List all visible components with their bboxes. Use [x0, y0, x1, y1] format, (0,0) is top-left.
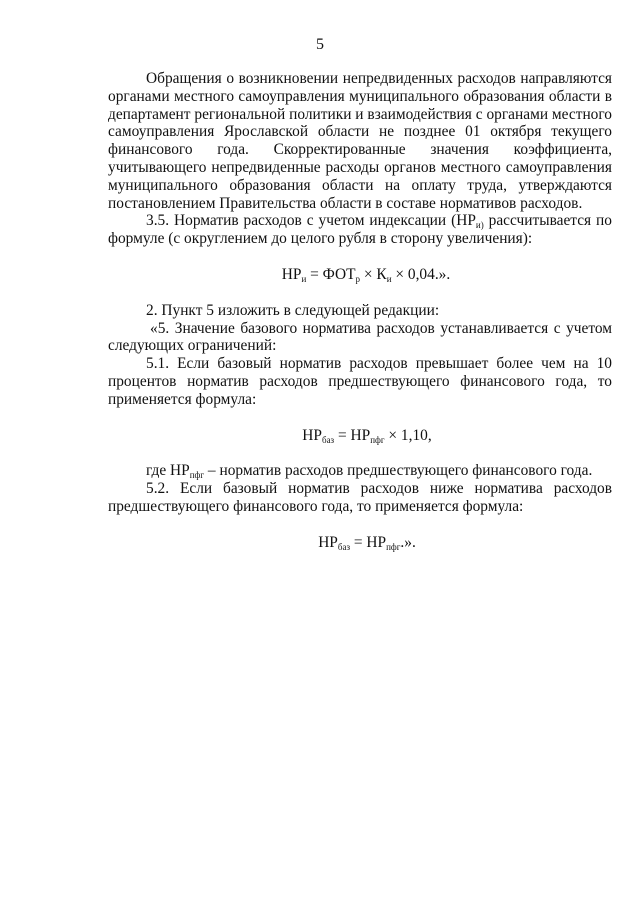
where-end: – норматив расходов предшествующего финансового года. — [204, 462, 593, 480]
page-number: 5 — [316, 36, 324, 53]
formula-1-part-a: НР — [281, 265, 302, 283]
paragraph-5-1: 5.1. Если базовый норматив расходов превышает более чем на 10 процентов норматив расходов предшествующего финансового года, то применяется формула: — [108, 355, 612, 408]
formula-3-sub-b: пфг — [386, 541, 401, 552]
formula-1-part-c: × К — [360, 265, 387, 283]
formula-2-part-b: = НР — [334, 426, 371, 444]
formula-base-norm-floor — [108, 534, 612, 552]
paragraph-where-definition — [108, 462, 612, 480]
formula-2-part-c: × 1,10, — [384, 426, 432, 444]
formula-3-part-c: .». — [400, 533, 416, 551]
paragraph-appeals: Обращения о возникновении непредвиденных расходов направляются органами местного самоуправления муниципального образования области в департамент региональной политики и взаимодействия с органами местного самоуправления Ярославской области не позднее 01 октября текущего финансового года. Скорректированные значения коэффициента, учитывающего непредвиденные расходы органов местного самоуправления муниципального образования области на оплату труда, утверждаются постановлением Правительства области в составе нормативов расходов. — [108, 70, 612, 212]
formula-1-part-b: = ФОТ — [306, 265, 356, 283]
formula-1-part-d: × 0,04.». — [391, 265, 451, 283]
formula-3-sub-a: баз — [337, 541, 351, 552]
paragraph-item-5: «5. Значение базового норматива расходов устанавливается с учетом следующих ограничений: — [108, 319, 612, 355]
paragraph-5-2: 5.2. Если базовый норматив расходов ниже норматива расходов предшествующего финансового года, то применяется формула: — [108, 480, 612, 515]
formula-2-sub-b: пфг — [370, 434, 385, 445]
paragraph-item-2: 2. Пункт 5 изложить в следующей редакции: — [146, 301, 440, 319]
formula-2-sub-a: баз — [321, 434, 335, 445]
paragraph-3-5-start: 3.5. Норматив расходов с учетом индексации (НР — [146, 212, 476, 230]
formula-1-sub-a: и — [301, 273, 307, 284]
paragraph-3-5-subscript: и) — [475, 220, 484, 231]
formula-base-norm-cap — [108, 427, 612, 445]
formula-2-part-a: НР — [302, 426, 322, 444]
formula-3-part-a: НР — [318, 533, 338, 551]
where-start: где НР — [146, 462, 190, 480]
paragraph-3-5-end: рассчитывается по формуле (с округлением до целого рубля в сторону увеличения): — [108, 212, 612, 248]
formula-1-sub-c: и — [386, 273, 392, 284]
formula-3-part-b: = НР — [350, 533, 387, 551]
formula-1-sub-b: р — [355, 273, 361, 284]
paragraph-3-5 — [108, 212, 612, 248]
formula-indexed-norm — [108, 266, 612, 284]
document-body — [108, 70, 612, 552]
where-subscript: пфг — [189, 470, 205, 481]
